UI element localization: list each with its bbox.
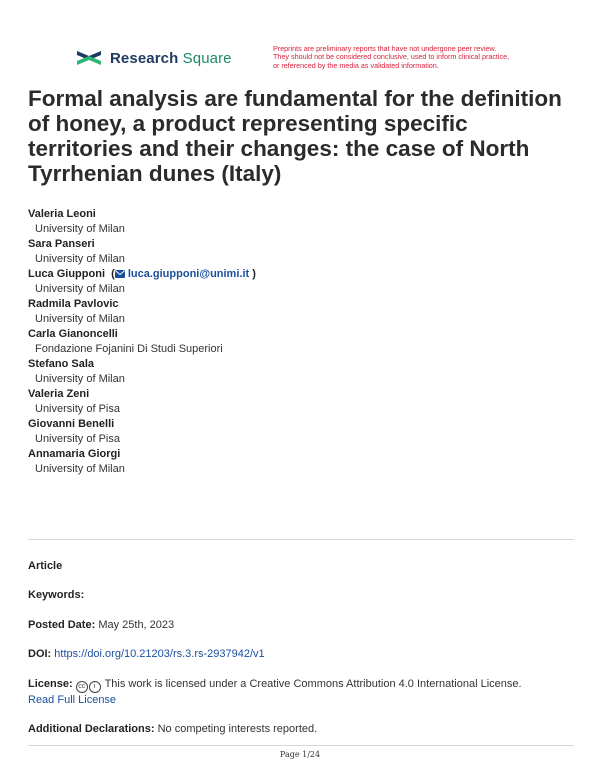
paper-title: Formal analysis are fundamental for the definition of honey, a product representing specific territories and their changes: the case of North Tyrrhenian dunes (Italy) bbox=[28, 86, 562, 186]
author-affiliation: Fondazione Fojanini Di Studi Superiori bbox=[35, 343, 223, 355]
author-name: Luca Giupponi bbox=[28, 268, 105, 280]
article-type: Article bbox=[28, 560, 63, 572]
license: License: cc i This work is licensed under a Creative Commons Attribution 4.0 International License. Read Full License bbox=[28, 678, 522, 706]
author-entry bbox=[28, 237, 568, 267]
author-entry bbox=[28, 207, 568, 237]
author-affiliation: University of Pisa bbox=[35, 433, 120, 445]
footer-divider bbox=[28, 745, 574, 746]
doi: DOI: https://doi.org/10.21203/rs.3.rs-2937942/v1 bbox=[28, 648, 265, 660]
read-full-license-link[interactable]: Read Full License bbox=[28, 694, 117, 706]
header bbox=[76, 45, 576, 75]
author-entry bbox=[28, 297, 568, 327]
author-affiliation: University of Milan bbox=[35, 223, 125, 235]
research-square-logo[interactable] bbox=[76, 47, 232, 69]
author-list bbox=[28, 207, 568, 477]
author-name: Carla Gianoncelli bbox=[28, 328, 118, 340]
creative-commons-icon: cc bbox=[76, 681, 88, 693]
author-name: Stefano Sala bbox=[28, 358, 95, 370]
author-name: Sara Panseri bbox=[28, 238, 95, 250]
author-name: Giovanni Benelli bbox=[28, 418, 115, 430]
author-name: Radmila Pavlovic bbox=[28, 298, 119, 310]
author-affiliation: University of Milan bbox=[35, 373, 125, 385]
author-entry bbox=[28, 267, 568, 297]
doi-link[interactable]: https://doi.org/10.21203/rs.3.rs-2937942/v1 bbox=[54, 648, 265, 660]
author-affiliation: University of Milan bbox=[35, 253, 125, 265]
posted-date: Posted Date: May 25th, 2023 bbox=[28, 619, 175, 631]
author-entry bbox=[28, 357, 568, 387]
envelope-icon bbox=[115, 270, 125, 278]
author-entry bbox=[28, 447, 568, 477]
preprint-disclaimer: Preprints are preliminary reports that have not undergone peer review. They should not be considered conclusive, used to inform clinical practice, or referenced by the media as validated information. bbox=[273, 44, 510, 70]
author-name: Annamaria Giorgi bbox=[28, 448, 121, 460]
brand-name: Research Square bbox=[110, 49, 232, 67]
author-entry bbox=[28, 327, 568, 357]
author-entry bbox=[28, 417, 568, 447]
corresponding-author: Luca Giupponi ( luca.giupponi@unimi.it ) bbox=[28, 268, 256, 280]
keywords: Keywords: bbox=[28, 589, 85, 601]
attribution-icon: i bbox=[89, 681, 101, 693]
author-entry bbox=[28, 387, 568, 417]
author-affiliation: University of Milan bbox=[35, 463, 125, 475]
page-number: Page 1/24 bbox=[279, 750, 321, 759]
divider bbox=[28, 539, 574, 540]
additional-declarations: Additional Declarations: No competing interests reported. bbox=[28, 723, 318, 735]
author-email-link[interactable]: luca.giupponi@unimi.it bbox=[127, 268, 250, 280]
author-affiliation: University of Pisa bbox=[35, 403, 120, 415]
author-affiliation: University of Milan bbox=[35, 313, 125, 325]
author-name: Valeria Zeni bbox=[28, 388, 90, 400]
author-name: Valeria Leoni bbox=[28, 208, 96, 220]
author-affiliation: University of Milan bbox=[35, 283, 125, 295]
research-square-logo-icon bbox=[76, 47, 102, 69]
